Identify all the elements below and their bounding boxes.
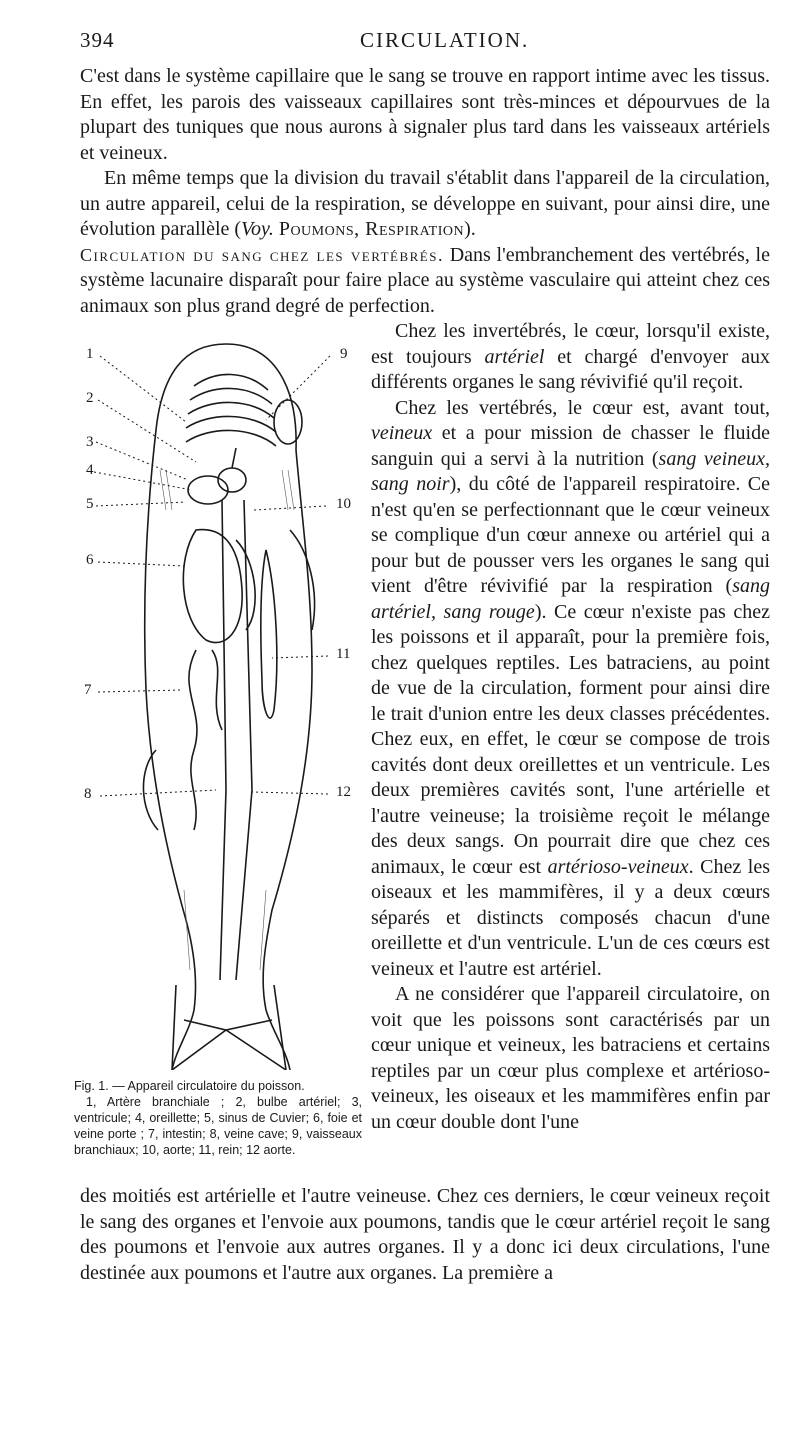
paragraph-respiration-text: En même temps que la division du travail s'établit dans l'appareil de la circulation, un autre appareil, celui de la respiration, se développe en suivant, pour ainsi dire, une évolution parallèle ( [80, 167, 770, 240]
paragraph-vertebrates [80, 243, 770, 320]
figure-label-2: 2 [86, 390, 94, 406]
kidney [261, 550, 277, 718]
leader-line-9 [266, 356, 330, 420]
bottom-text-block [80, 1184, 770, 1286]
term-arteriel: artériel [484, 345, 545, 368]
paragraph-respiration [80, 166, 770, 243]
leader-line-4 [94, 472, 192, 490]
paragraph-vertebrate-heart-e: . Chez les oiseaux et les mammifères, il y a deux cœurs séparés et distincts composés chacun d'une oreillette et d'un ventricule. L'un de ces cœurs est veineux et l'autre est artériel. [371, 855, 771, 980]
term-arterioso-veineux: artérioso-veineux [547, 855, 689, 878]
branchial-artery [232, 448, 236, 468]
paragraph-vertebrate-heart-c: ), du côté de l'appareil respiratoire. Ce n'est qu'en se perfectionnant que le cœur veineux se complique d'un cœur annexe ou artériel qui a pour but de pousser vers les organes le sang qui vient d'être révivifié par la respiration ( [371, 473, 770, 597]
figure-label-3: 3 [86, 434, 94, 450]
operculum [274, 400, 302, 444]
gill-arch [194, 374, 268, 390]
figure-label-1: 1 [86, 346, 94, 362]
figure-caption-body: 1, Artère branchiale ; 2, bulbe artériel; 3, ventricule; 4, oreillette; 5, sinus de Cuvier; 6, foie et veine porte ; 7, intestin; 8, veine cave; 9, vaisseaux branchiaux; 10, aorte; 11, rein; 12 aorte. [74, 1095, 362, 1157]
intestine [189, 650, 197, 830]
paragraph-vertebrate-heart-d: ). Ce cœur n'existe pas chez les poissons et il apparaît, pour la première fois, chez quelques reptiles. Les batraciens, au point de vue de la circulation, forment pour ainsi dire le trait d'union entre les deux classes précédentes. Chez eux, en effet, le cœur se compose de trois cavités dont deux oreillettes et un ventricule. Les deux premières cavités sont, l'une artérielle et l'autre veineuse; la troisième reçoit le mélange des deux sangs. On pourrait dire que chez ces animaux, le cœur est [371, 600, 770, 878]
term-sang-veineux: sang veineux, sang noir [371, 447, 770, 495]
figure-caption [74, 1078, 362, 1158]
liver [183, 530, 242, 643]
leader-line-11 [272, 656, 328, 658]
paragraph-capillaries: C'est dans le système capillaire que le sang se trouve en rapport intime avec les tissus. En effet, les parois des vaisseaux capillaires sont très-minces et dépourvues de la plupart des tuniques que nous aurons à signaler plus tard dans les vaisseaux artériels et veineux. [80, 65, 770, 164]
paragraph-vertebrate-heart-a: Chez les vertébrés, le cœur est, avant tout, [395, 396, 770, 419]
running-title: CIRCULATION. [360, 28, 530, 52]
leader-line-3 [96, 442, 188, 480]
fish-circulatory-illustration [76, 330, 372, 1070]
leader-line-7 [98, 690, 182, 692]
leader-line-10 [254, 506, 326, 510]
figure-label-7: 7 [84, 682, 92, 698]
page-number: 394 [80, 28, 115, 52]
figure-caption-title: Fig. 1. — Appareil circulatoire du poisson. [74, 1079, 305, 1093]
voy-reference: Voy. [241, 218, 274, 240]
figure-label-4: 4 [86, 462, 94, 478]
paragraph-respiration-end: ). [464, 218, 476, 240]
term-sang-arteriel: sang artériel, sang rouge [371, 575, 770, 623]
figure-label-12: 12 [336, 784, 351, 800]
page-header [80, 28, 770, 58]
pelvic-fin [143, 750, 158, 830]
leader-line-1 [100, 356, 186, 422]
figure-label-6: 6 [86, 552, 94, 568]
figure-label-8: 8 [84, 786, 92, 802]
term-veineux: veineux [371, 422, 433, 444]
figure-label-10: 10 [336, 496, 351, 512]
right-column-text [371, 319, 770, 1135]
paragraph-vertebrate-heart [371, 396, 770, 983]
paragraph-summary: A ne considérer que l'appareil circulatoire, on voit que les poissons sont caractérisés par un cœur unique et veineux, les batraciens et certains reptiles par un cœur plus complexe et artérioso-veineux, les oiseaux et les mammifères enfin par un cœur double dont l'une [371, 983, 770, 1133]
figure-label-11: 11 [336, 646, 351, 662]
fish-body-left-outline [145, 344, 226, 1070]
figure-label-9: 9 [340, 346, 348, 362]
paragraph-continuation: des moitiés est artérielle et l'autre veineuse. Chez ces derniers, le cœur veineux reçoit le sang des organes et l'envoie aux poumons, tandis que le cœur artériel reçoit le sang des poumons et l'envoie aux autres organes. Il y a donc ici deux circulations, l'une destinée aux poumons et l'autre aux organes. La première a [80, 1185, 770, 1284]
vena-cava-line [220, 500, 226, 980]
paragraph-invertebrates-b: et chargé d'envoyer aux différents organes le sang révivifié qu'il reçoit. [371, 345, 770, 393]
paragraph-invertebrates-a: Chez les invertébrés, le cœur, lorsqu'il existe, est toujours [371, 320, 770, 368]
cross-reference: Poumons, Respiration [278, 218, 465, 240]
heart-atrium [188, 476, 228, 504]
figure-label-5: 5 [86, 496, 94, 512]
paragraph-invertebrates [371, 319, 770, 396]
fish-body-right-outline [226, 344, 312, 1070]
leader-line-12 [252, 792, 328, 794]
leader-line-6 [98, 562, 184, 566]
leader-line-2 [98, 400, 196, 462]
paragraph-vertebrate-heart-b: et a pour mission de chasser le fluide sanguin qui a servi à la nutrition ( [371, 422, 770, 470]
paragraph-vertebrates-text: Dans l'embranchement des vertébrés, le système lacunaire disparaît pour faire place au système vasculaire qui atteint chez ces animaux son plus grand degré de perfection. [80, 243, 770, 317]
section-heading: Circulation du sang chez les vertébrés. [80, 244, 444, 265]
leader-line-5 [96, 502, 186, 506]
top-text-block [80, 64, 770, 319]
aorta-line [236, 500, 252, 980]
